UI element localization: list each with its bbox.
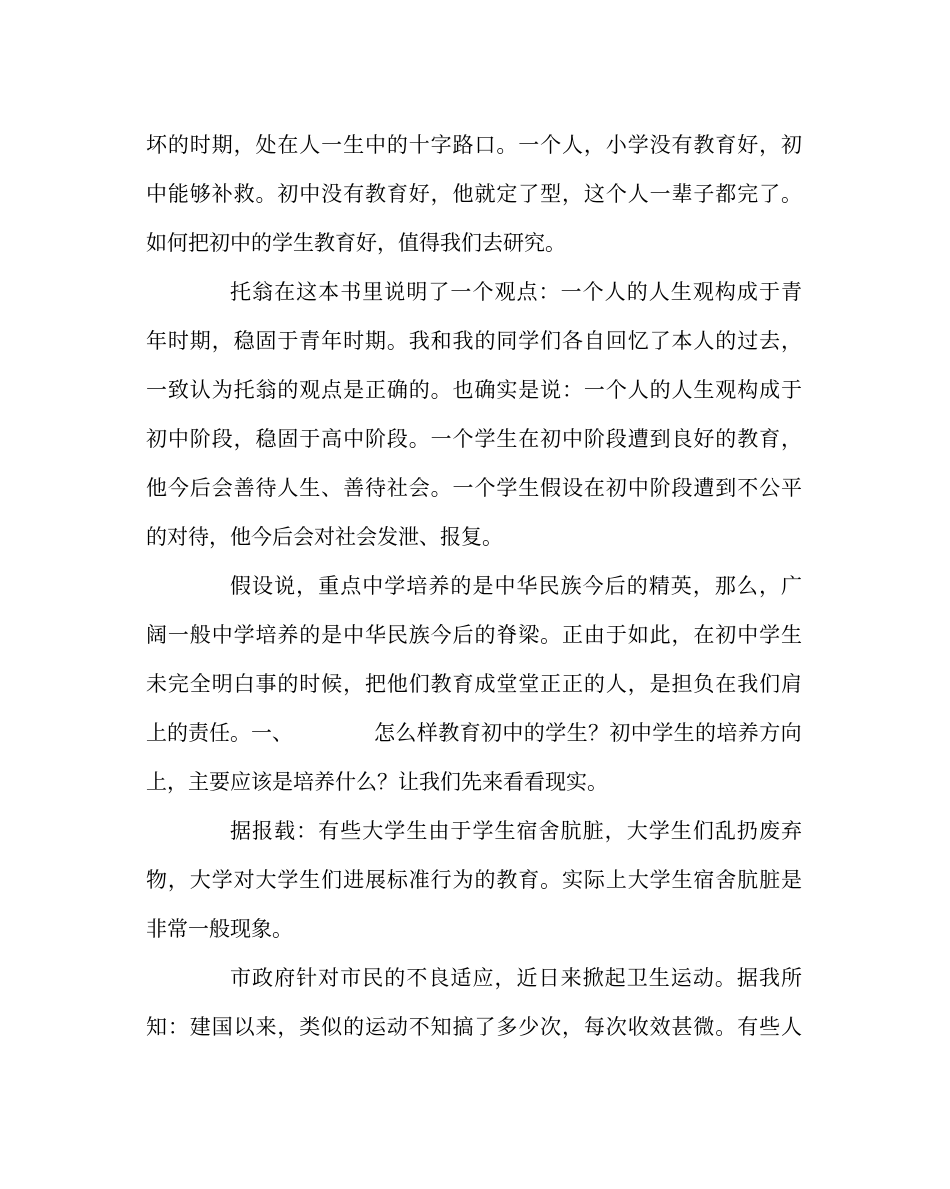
text-line: 年时期，稳固于青年时期。我和我的同学们各自回忆了本人的过去， — [146, 329, 802, 353]
text-line: 他今后会善待人生、善待社会。一个学生假设在初中阶段遭到不公平 — [146, 476, 802, 500]
text-line: 未完全明白事的时候，把他们教育成堂堂正正的人，是担负在我们肩 — [146, 672, 802, 696]
paragraph-1 — [146, 121, 802, 268]
text-line: 非常一般现象。 — [146, 917, 293, 941]
text-line: 市政府针对市民的不良适应，近日来掀起卫生运动。据我所 — [230, 966, 802, 990]
text-line-segment: 怎么样教育初中的学生？初中学生的培养方向 — [374, 721, 802, 745]
paragraph-3 — [146, 562, 802, 807]
text-line: 托翁在这本书里说明了一个观点：一个人的人生观构成于青 — [230, 280, 802, 304]
text-line: 阔一般中学培养的是中华民族今后的脊梁。正由于如此，在初中学生 — [146, 623, 802, 647]
text-line-segment: 上的责任。一、 — [146, 721, 293, 745]
text-line: 物，大学对大学生们进展标准行为的教育。实际上大学生宿舍肮脏是 — [146, 868, 802, 892]
text-line: 坏的时期，处在人一生中的十字路口。一个人，小学没有教育好，初 — [146, 133, 802, 157]
paragraph-4 — [146, 807, 802, 954]
text-line: 一致认为托翁的观点是正确的。也确实是说：一个人的人生观构成于 — [146, 378, 802, 402]
text-line: 上，主要应该是培养什么？让我们先来看看现实。 — [146, 770, 608, 794]
text-line: 初中阶段，稳固于高中阶段。一个学生在初中阶段遭到良好的教育， — [146, 427, 802, 451]
text-line: 据报载：有些大学生由于学生宿舍肮脏，大学生们乱扔废弃 — [230, 819, 802, 843]
paragraph-2 — [146, 268, 802, 562]
text-line: 如何把初中的学生教育好，值得我们去研究。 — [146, 231, 566, 255]
text-line: 知：建国以来，类似的运动不知搞了多少次，每次收效甚微。有些人 — [146, 1015, 802, 1039]
document-body — [146, 121, 802, 1052]
text-line: 中能够补救。初中没有教育好，他就定了型，这个人一辈子都完了。 — [146, 182, 802, 206]
paragraph-5 — [146, 954, 802, 1052]
text-line-with-gap — [146, 709, 802, 758]
text-line: 假设说，重点中学培养的是中华民族今后的精英，那么，广 — [230, 574, 802, 598]
text-line: 的对待，他今后会对社会发泄、报复。 — [146, 525, 503, 549]
